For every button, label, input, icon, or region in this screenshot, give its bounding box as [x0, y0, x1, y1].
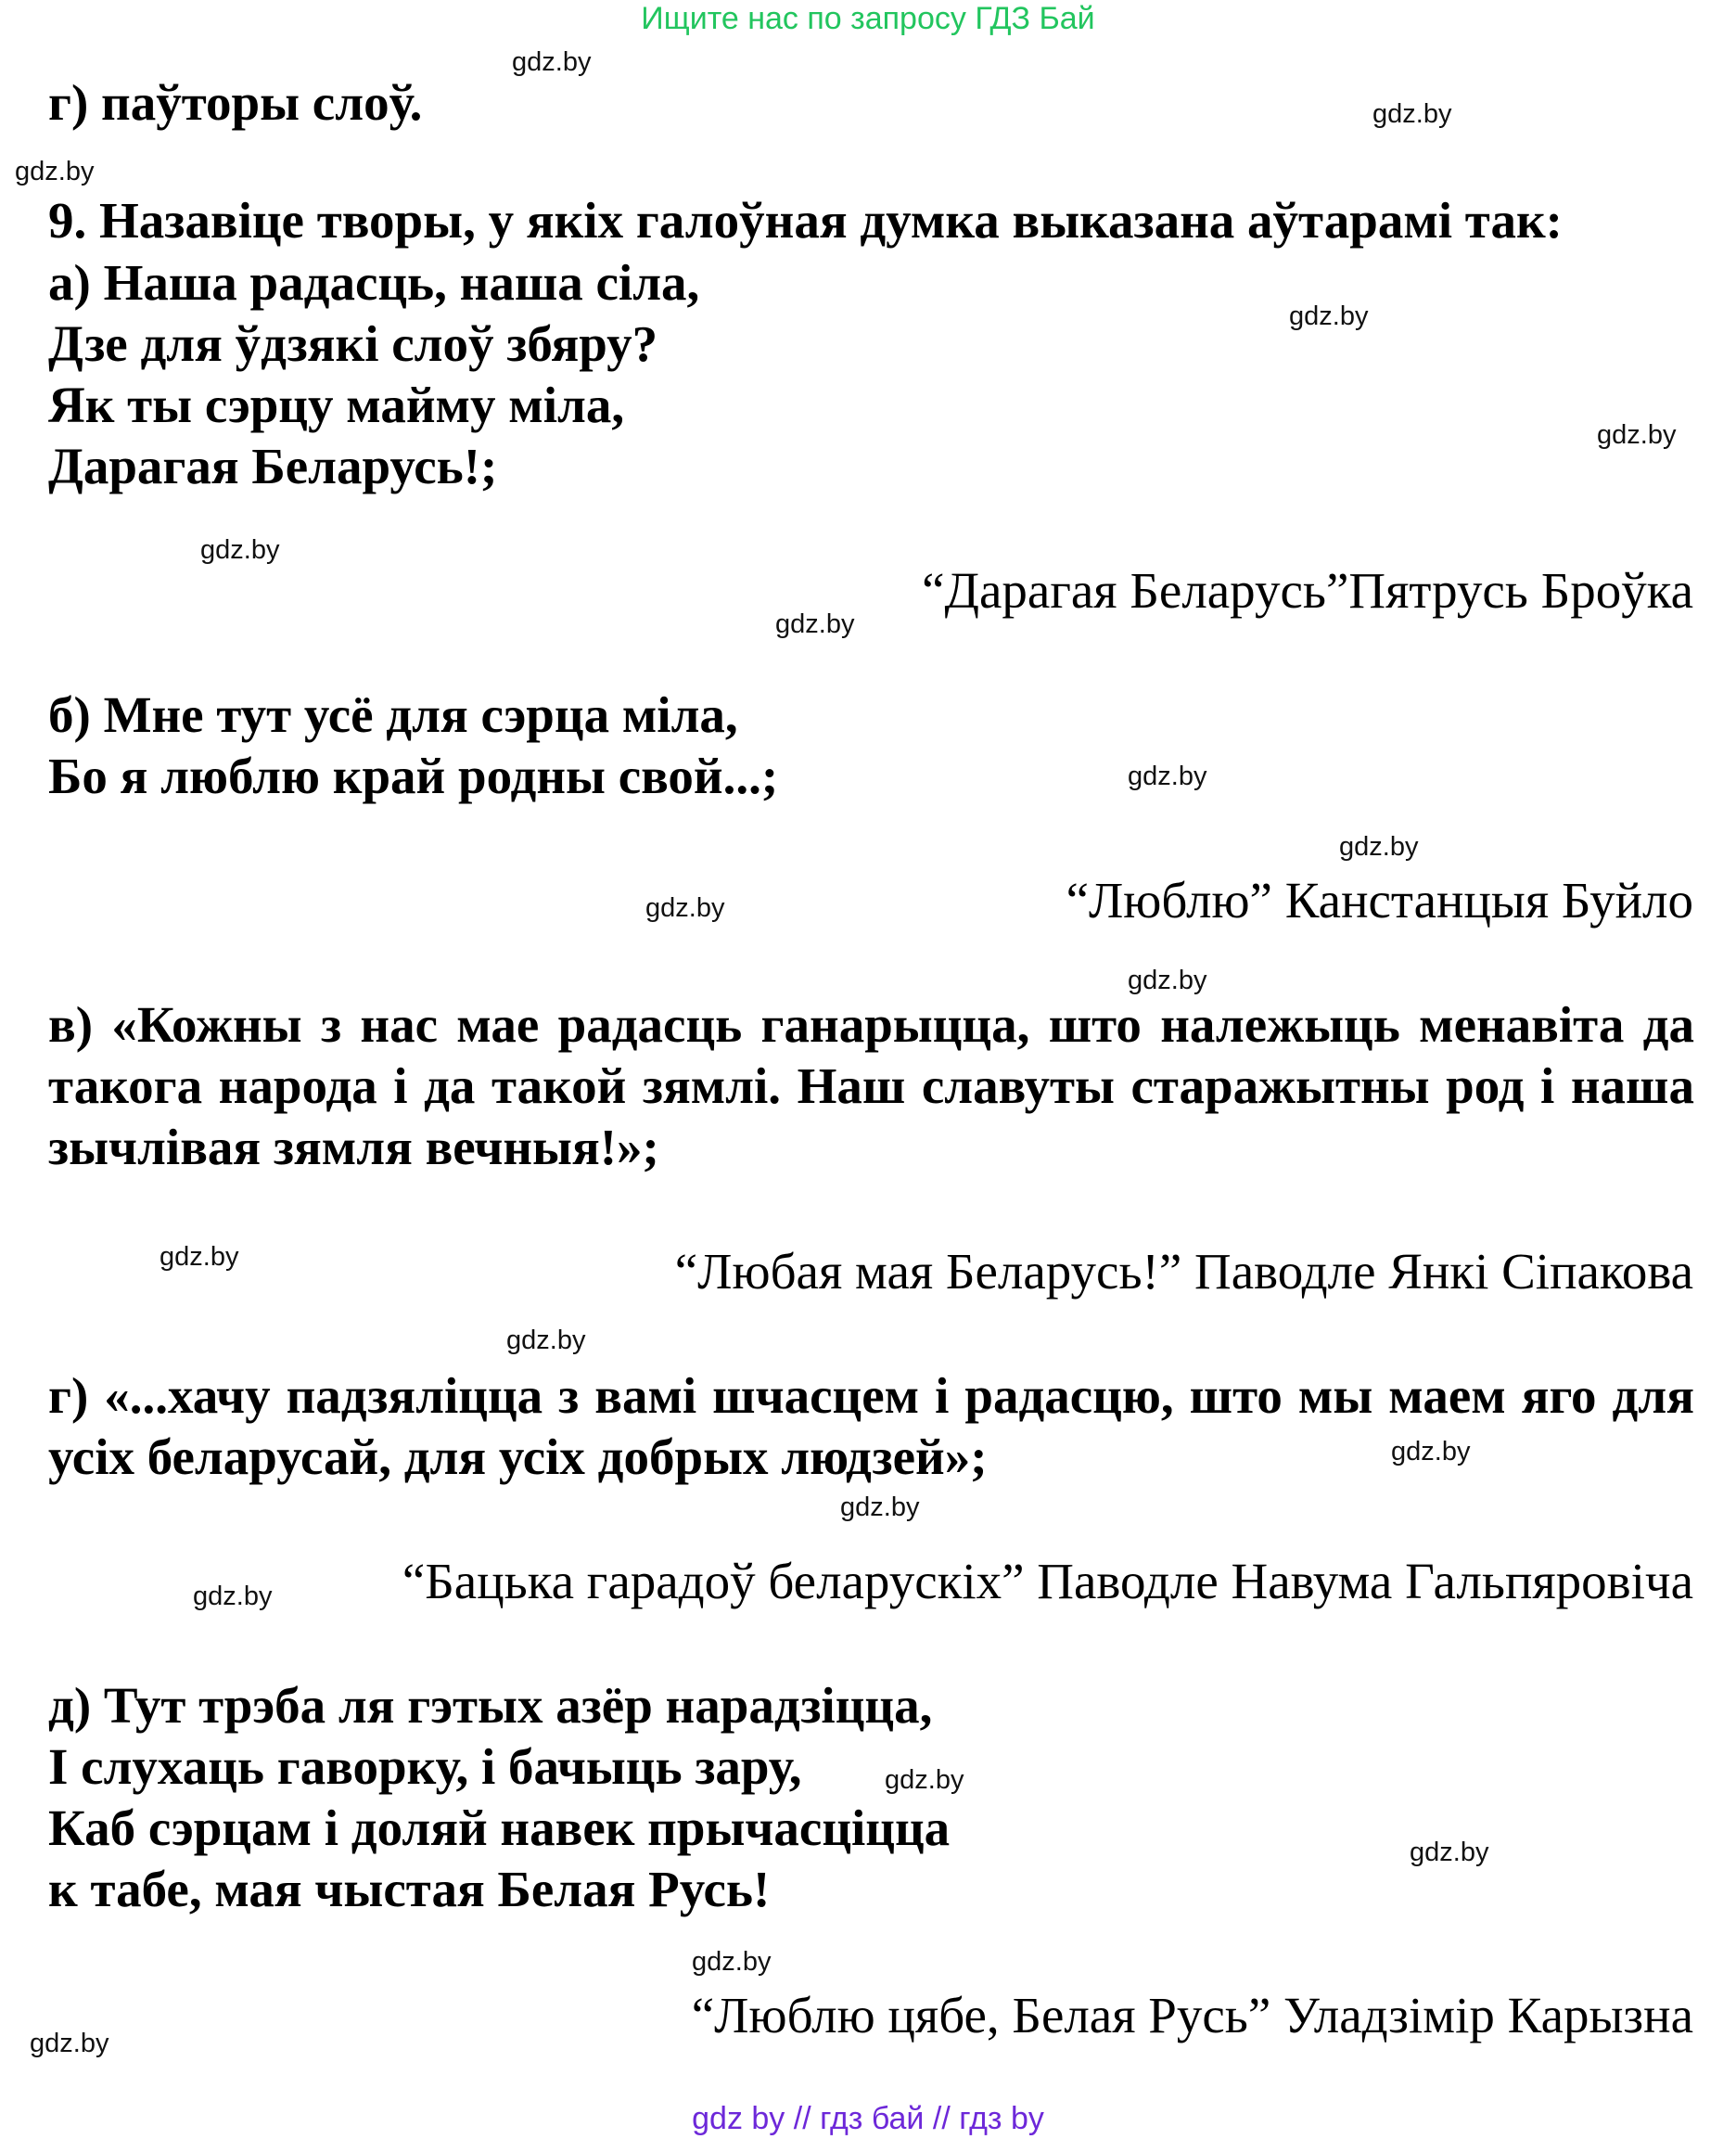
watermark: gdz.by — [645, 893, 725, 923]
footer-watermark: gdz by // гдз бай // гдз by — [692, 2101, 1044, 2136]
attribution: “Бацька гарадоў беларускіх” Паводле Навума Гальпяровіча — [402, 1553, 1693, 1609]
watermark: gdz.by — [1372, 99, 1452, 129]
quote-line: к табе, мая чыстая Белая Русь! — [48, 1861, 771, 1917]
watermark: gdz.by — [193, 1582, 273, 1611]
top-banner: Ищите нас по запросу ГДЗ Бай — [641, 1, 1095, 36]
quote-line: Бо я люблю край родны свой...; — [48, 748, 779, 804]
attribution: “Люблю” Канстанцыя Буйло — [1066, 872, 1693, 929]
attribution: “Любая мая Беларусь!” Паводле Янкі Сіпакова — [674, 1243, 1693, 1300]
quote-line: Дарагая Беларусь!; — [48, 438, 498, 494]
watermark: gdz.by — [506, 1326, 586, 1355]
watermark: gdz.by — [885, 1765, 964, 1795]
prev-item: г) паўторы слоў. — [48, 74, 423, 131]
quote-line: Як ты сэрцу майму міла, — [48, 377, 625, 433]
watermark: gdz.by — [1128, 966, 1207, 995]
attribution: “Дарагая Беларусь”Пятрусь Броўка — [922, 562, 1693, 619]
watermark: gdz.by — [512, 47, 592, 77]
watermark: gdz.by — [15, 157, 95, 186]
watermark: gdz.by — [160, 1242, 239, 1272]
quote-line: Дзе для ўдзякі слоў збяру? — [48, 315, 658, 372]
quote-line: б) Мне тут усё для сэрца міла, — [48, 686, 738, 743]
watermark: gdz.by — [30, 2029, 109, 2058]
watermark: gdz.by — [200, 535, 280, 565]
watermark: gdz.by — [1410, 1838, 1489, 1867]
watermark: gdz.by — [1339, 832, 1419, 862]
watermark: gdz.by — [1289, 301, 1369, 331]
quote-paragraph: г) «...хачу падзяліцца з вамі шчасцем і радасцю, што мы маем яго для усіх беларусай, для усіх добрых людзей»; — [48, 1367, 1694, 1485]
watermark: gdz.by — [692, 1947, 772, 1977]
question-title: 9. Назавіце творы, у якіх галоўная думка выказана аўтарамі так: — [48, 192, 1564, 249]
quote-line: І слухаць гаворку, і бачыць зару, — [48, 1738, 802, 1795]
watermark: gdz.by — [1128, 762, 1207, 791]
watermark: gdz.by — [1391, 1437, 1471, 1467]
quote-line: д) Тут трэба ля гэтых азёр нарадзіцца, — [48, 1677, 933, 1734]
quote-line: Каб сэрцам і доляй навек прычасціцца — [48, 1800, 951, 1856]
quote-paragraph: в) «Кожны з нас мае радасць ганарыцца, што належыць менавіта да такога народа і да такой зямлі. Наш славуты старажытны род і наша зычлівая зямля вечныя!»; — [48, 996, 1694, 1175]
watermark: gdz.by — [775, 609, 855, 639]
attribution: “Люблю цябе, Белая Русь” Уладзімір Карызна — [691, 1987, 1693, 2043]
watermark: gdz.by — [1597, 420, 1677, 450]
quote-line: а) Наша радасць, наша сіла, — [48, 254, 700, 311]
watermark: gdz.by — [840, 1492, 920, 1522]
